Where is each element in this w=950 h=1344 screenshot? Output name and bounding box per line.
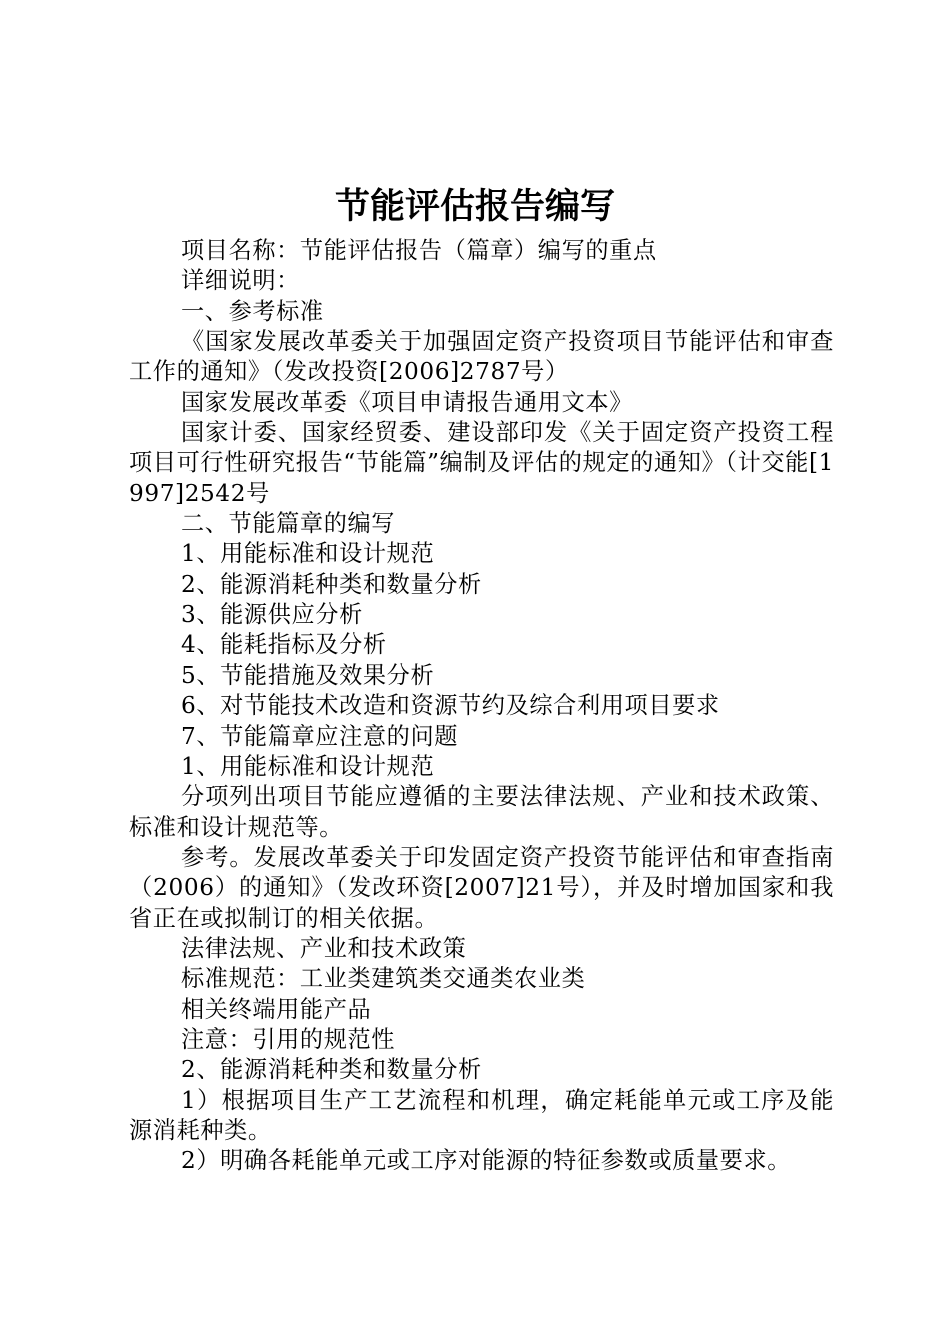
paragraph: 详细说明：: [181, 267, 300, 295]
paragraph: 分项列出项目节能应遵循的主要法律法规、产业和技术政策、标准和设计规范等。: [129, 783, 834, 841]
paragraph: 5、节能措施及效果分析: [181, 661, 435, 689]
paragraph: 6、对节能技术改造和资源节约及综合利用项目要求: [181, 692, 720, 720]
paragraph: 国家计委、国家经贸委、建设部印发《关于固定资产投资工程项目可行性研究报告“节能篇”编制及评估的规定的通知》（计交能[1997]2542号: [129, 419, 834, 507]
paragraph: 2、能源消耗种类和数量分析: [181, 1056, 482, 1084]
paragraph: 3、能源供应分析: [181, 601, 363, 629]
paragraph: 1）根据项目生产工艺流程和机理，确定耗能单元或工序及能源消耗种类。: [129, 1086, 834, 1144]
paragraph: 4、能耗指标及分析: [181, 631, 387, 659]
document-title: 节能评估报告编写: [334, 187, 615, 227]
paragraph: 参考。发展改革委关于印发固定资产投资节能评估和审查指南（2006）的通知》（发改环资[2007]21号），并及时增加国家和我省正在或拟制订的相关依据。: [129, 843, 834, 932]
paragraph: 注意：引用的规范性: [181, 1025, 396, 1053]
paragraph: 2、能源消耗种类和数量分析: [181, 570, 482, 598]
paragraph: 项目名称：节能评估报告（篇章）编写的重点: [181, 237, 657, 264]
paragraph: 一、参考标准: [181, 297, 324, 325]
paragraph: 法律法规、产业和技术政策: [181, 934, 467, 962]
paragraph: 标准规范：工业类建筑类交通类农业类: [181, 965, 586, 993]
paragraph: 二、节能篇章的编写: [181, 510, 396, 538]
paragraph: 1、用能标准和设计规范: [181, 540, 435, 568]
paragraph: 7、节能篇章应注意的问题: [181, 722, 459, 750]
paragraph: 国家发展改革委《项目申请报告通用文本》: [181, 388, 633, 416]
paragraph: 相关终端用能产品: [181, 995, 372, 1023]
document-body: [129, 236, 834, 1177]
paragraph: 《国家发展改革委关于加强固定资产投资项目节能评估和审查工作的通知》（发改投资[2006]2787号）: [129, 328, 834, 386]
paragraph: 1、用能标准和设计规范: [181, 752, 435, 780]
paragraph: 2）明确各耗能单元或工序对能源的特征参数或质量要求。: [181, 1147, 792, 1175]
